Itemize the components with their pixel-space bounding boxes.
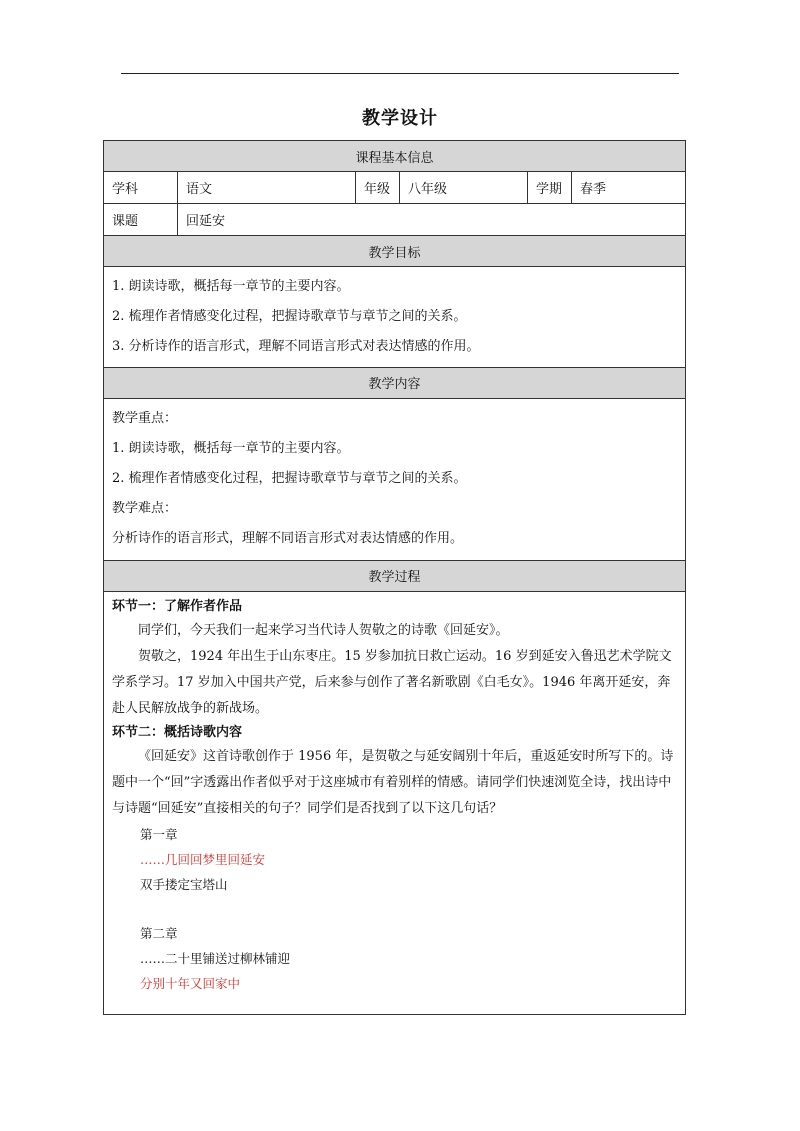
goal-item: 3. 分析诗作的语言形式，理解不同语言形式对表达情感的作用。 <box>112 338 480 354</box>
step2-title: 环节二：概括诗歌内容 <box>112 724 243 740</box>
grade-value: 八年级 <box>400 172 528 204</box>
difficulty-text: 分析诗作的语言形式，理解不同语言形式对表达情感的作用。 <box>112 531 464 547</box>
poem-line: ……二十里铺送过柳林铺迎 <box>140 950 291 966</box>
difficulty-label: 教学难点： <box>112 501 178 517</box>
subject-value: 语文 <box>178 172 356 204</box>
step1-paragraph: 贺敬之，1924 年出生于山东枣庄。15 岁参加抗日救亡运动。16 岁到延安入鲁迅艺术学院文学系学习。17 岁加入中国共产党，后来参与创作了著名新歌剧《白毛女》。1946 年离开延安，奔赴人民解放战争的新战场。 <box>112 648 672 716</box>
section-content-header: 教学内容 <box>104 367 686 398</box>
content-cell <box>104 398 686 560</box>
goals-cell <box>104 267 686 368</box>
poem-spacer <box>112 897 677 921</box>
header-rule <box>121 73 679 74</box>
step1-title: 环节一：了解作者作品 <box>112 598 243 614</box>
term-label: 学期 <box>528 172 572 204</box>
lesson-plan-table <box>103 140 686 1015</box>
document-title: 教学设计 <box>362 108 438 129</box>
poem-chapter-1-heading: 第一章 <box>140 826 178 842</box>
poem-line-highlighted: 分别十年又回家中 <box>140 975 241 991</box>
poem-chapter-2-heading: 第二章 <box>140 925 178 941</box>
section-basic-info-header: 课程基本信息 <box>104 141 686 172</box>
key-points-label: 教学重点： <box>112 411 178 427</box>
process-cell <box>104 591 686 1014</box>
poem-line-highlighted: ……几回回梦里回延安 <box>140 851 266 867</box>
section-process-header: 教学过程 <box>104 560 686 591</box>
goal-item: 1. 朗读诗歌，概括每一章节的主要内容。 <box>112 278 350 294</box>
topic-label: 课题 <box>104 204 178 236</box>
section-goals-header: 教学目标 <box>104 236 686 267</box>
subject-label: 学科 <box>104 172 178 204</box>
step1-paragraph: 同学们，今天我们一起来学习当代诗人贺敬之的诗歌《回延安》。 <box>138 622 509 638</box>
poem-line: 双手搂定宝塔山 <box>140 876 228 892</box>
term-value: 春季 <box>572 172 686 204</box>
grade-label: 年级 <box>356 172 400 204</box>
goal-item: 2. 梳理作者情感变化过程，把握诗歌章节与章节之间的关系。 <box>112 308 467 324</box>
key-point-item: 2. 梳理作者情感变化过程，把握诗歌章节与章节之间的关系。 <box>112 471 467 487</box>
topic-value: 回延安 <box>178 204 686 236</box>
key-point-item: 1. 朗读诗歌，概括每一章节的主要内容。 <box>112 441 350 457</box>
step2-paragraph: 《回延安》这首诗歌创作于 1956 年，是贺敬之与延安阔别十年后，重返延安时所写下的。诗题中一个“回”字透露出作者似乎对于这座城市有着别样的情感。请同学们快速浏览全诗，找出诗中与诗题“回延安”直接相关的句子？同学们是否找到了以下这几句话？ <box>112 748 674 816</box>
